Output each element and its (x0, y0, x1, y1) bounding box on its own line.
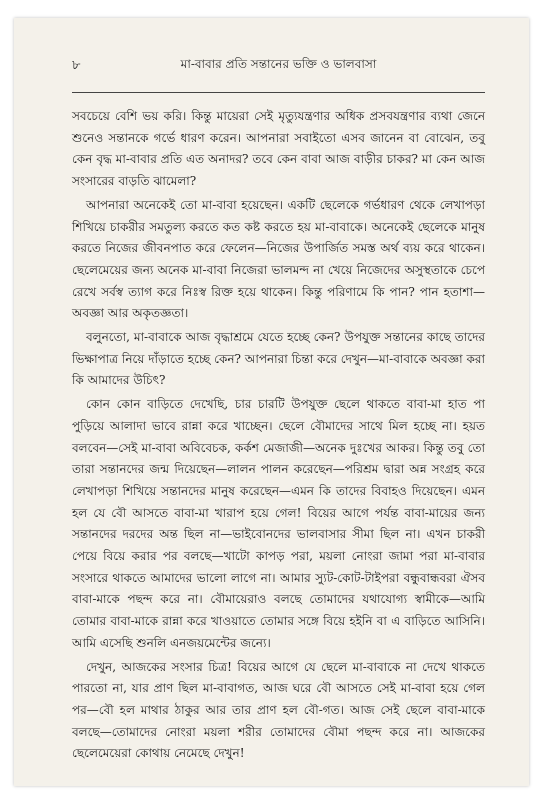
page-header (72, 56, 485, 76)
body-text (72, 106, 485, 765)
paragraph-1: সবচেয়ে বেশি ভয় করি। কিন্তু মায়েরা সেই মৃত্যুযন্ত্রণার অধিক প্রসবযন্ত্রণার ব্যথা জেনে শুনেও সন্তানকে গর্ভে ধারণ করেন। আপনারা সবাইতো এসব জানেন বা বোঝেন, তবু কেন বৃদ্ধ মা-বাবার প্রতি এত অনাদর? তবে কেন বাবা আজ বাড়ীর চাকর? মা কেন আজ সংসারের বাড়তি ঝামেলা? (72, 109, 485, 189)
paragraph-2: আপনারা অনেকেই তো মা-বাবা হয়েছেন। একটি ছেলেকে গর্ভধারণ থেকে লেখাপড়া শিখিয়ে চাকরীর সমতুল্য করতে কত কষ্ট করতে হয় মা-বাবাকে। অনেকেই ছেলেকে মানুষ করতে নিজের জীবনপাত করে ফেলেন—নিজের উপার্জিত সমস্ত অর্থ ব্যয় করে থাকেন। ছেলেমেয়ের জন্য অনেক মা-বাবা নিজেরা ভালমন্দ না খেয়ে নিজেদের অসুস্থতাকে চেপে রেখে সর্বস্ব ত্যাগ করে নিঃস্ব রিক্ত হয়ে থাকেন। কিন্তু পরিণামে কি পান? পান হতাশা—অবজ্ঞা আর অকৃতজ্ঞতা। (72, 197, 485, 321)
paragraph-3: বলুনতো, মা-বাবাকে আজ বৃদ্ধাশ্রমে যেতে হচ্ছে কেন? উপযুক্ত সন্তানের কাছে তাদের ভিক্ষাপাত্র নিয়ে দাঁড়াতে হচ্ছে কেন? আপনারা চিন্তা করে দেখুন—মা-বাবাকে অবজ্ঞা করা কি আমাদের উচিৎ? (72, 330, 485, 388)
book-page (14, 18, 529, 786)
page-number: ৮ (72, 58, 81, 73)
header-rule (72, 92, 485, 93)
running-title: মা-বাবার প্রতি সন্তানের ভক্তি ও ভালবাসা (180, 57, 377, 71)
paragraph-5: দেখুন, আজকের সংসার চিত্র! বিয়ের আগে যে ছেলে মা-বাবাকে না দেখে থাকতে পারতো না, যার প্রাণ ছিল মা-বাবাগত, আজ ঘরে বৌ আসতে সেই মা-বাবা হয়ে গেল পর—বৌ হল মাথার ঠাকুর আর তার প্রাণ হল বৌ-গত। আজ সেই ছেলে বাবা-মাকে বলছে—তোমাদের নোংরা ময়লা শরীর তোমাদের বৌমা পছন্দ করে না। আজকের ছেলেমেয়েরা কোথায় নেমেছে দেখুন! (72, 659, 485, 761)
paragraph-4: কোন কোন বাড়িতে দেখেছি, চার চারটি উপযুক্ত ছেলে থাকতে বাবা-মা হাত পা পুড়িয়ে আলাদা ভাবে রান্না করে খাচ্ছেন। ছেলে বৌমাদের সাথে মিল হচ্ছে না। হয়ত বলবেন—সেই মা-বাবা অবিবেচক, কর্কশ মেজাজী—অনেক দুঃখের আকর। কিন্তু তবু তো তারা সন্তানদের জন্ম দিয়েছেন—লালন পালন করেছেন—পরিশ্রম দ্বারা অন্ন সংগ্রহ করে লেখাপড়া শিখিয়ে সন্তানদের মানুষ করেছেন—এমন কি তাদের বিবাহও দিয়েছেন। এমন হল যে বৌ আসতে বাবা-মা খারাপ হয়ে গেল! বিয়ের আগে পর্যন্ত বাবা-মায়ের জন্য সন্তানদের দরদের অন্ত ছিল না—ভাইবোনদের ভালবাসার সীমা ছিল না। এখন চাকরী পেয়ে বিয়ে করার পর বলছে—খাটো কাপড় পরা, ময়লা নোংরা জামা পরা মা-বাবার সংসারে থাকতে আমাদের ভালো লাগে না। আমার স্যুট-কোট-টাইপরা বন্ধুবান্ধবরা ঐসব বাবা-মাকে পছন্দ করে না। বৌমায়েরাও বলছে তোমাদের যথাযোগ্য স্বামীকে—আমি তোমার বাবা-মাকে রান্না করে খাওয়াতে তোমার সঙ্গে বিয়ে হইনি বা এ বাড়িতে আসিনি। আমি এসেছি শুনলি এনজয়মেন্টের জন্যে। (72, 397, 485, 650)
